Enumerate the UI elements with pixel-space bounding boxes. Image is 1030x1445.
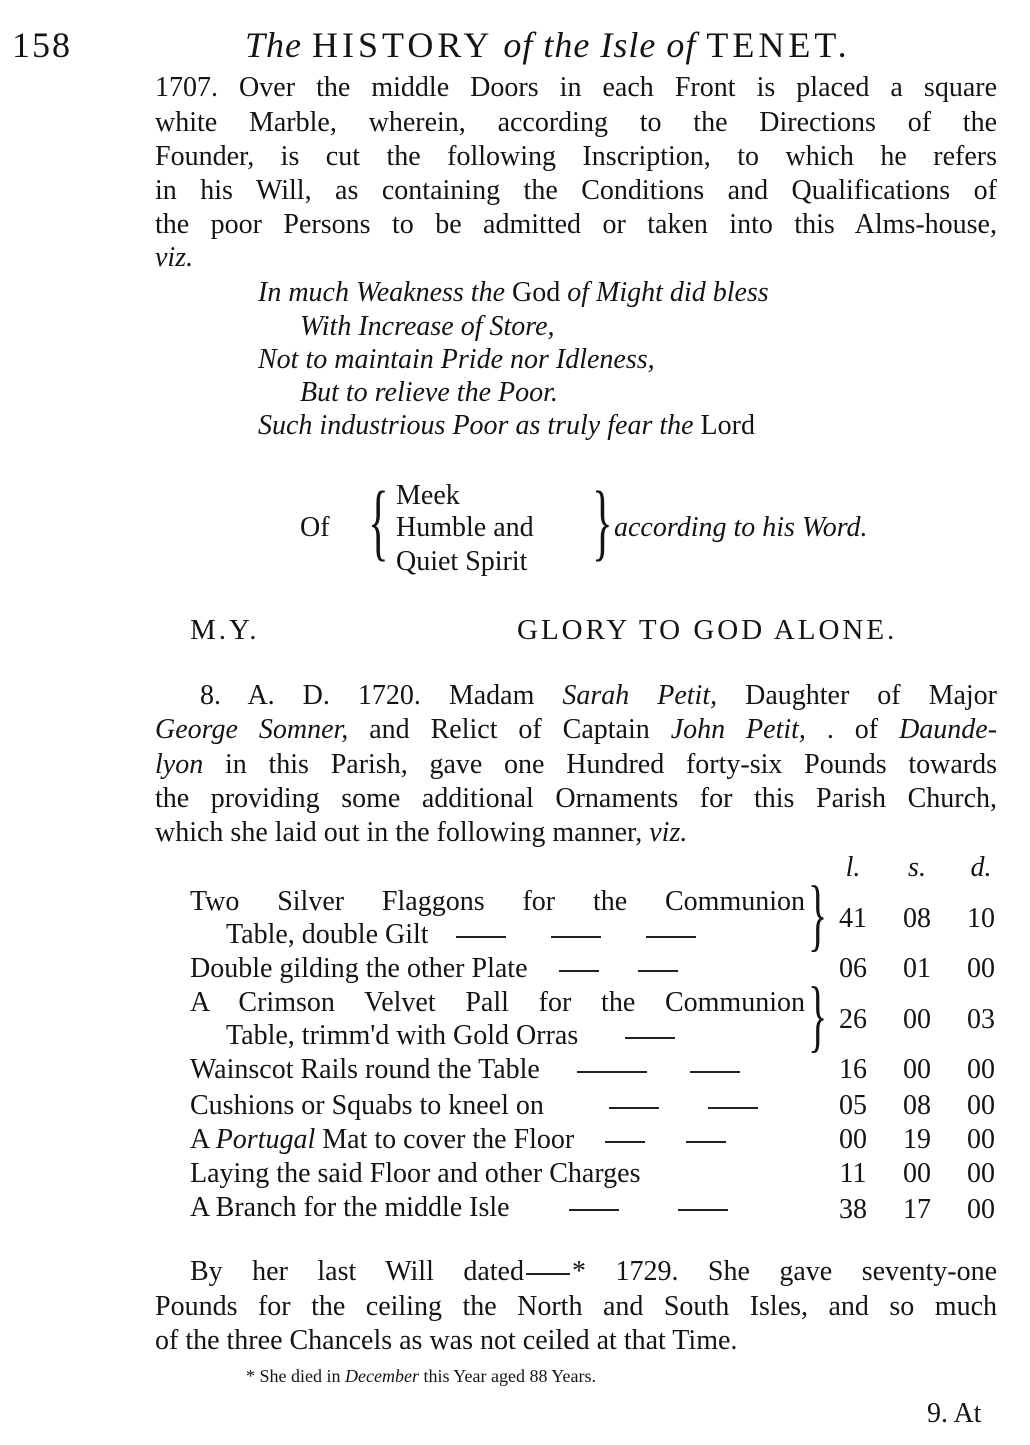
running-head-tenet: TENET.: [706, 25, 851, 65]
paragraph-1-line: 1707. Over the middle Doors in each Front is placed a square: [155, 72, 997, 103]
person-name: John Petit,: [670, 714, 806, 745]
person-name: George Somner,: [155, 714, 349, 745]
leader-dash: [456, 936, 506, 938]
verse-line: But to relieve the Poor.: [300, 377, 558, 408]
verse-text-roman: God: [512, 277, 561, 308]
paragraph-2-line: [200, 680, 997, 712]
left-brace: {: [368, 473, 389, 569]
footnote-text: this Year aged 88 Years.: [423, 1366, 596, 1386]
amount-pounds: 00: [839, 1124, 867, 1155]
verse-line: [258, 276, 769, 309]
amount-pounds: 06: [839, 953, 867, 984]
ledger-item-text: Double gilding the other Plate: [190, 953, 528, 984]
person-name: Sarah Petit,: [562, 680, 718, 711]
paragraph-2-text: 8. A. D. 1720. Madam: [200, 680, 535, 711]
leader-dash: [646, 936, 696, 938]
leader-dash: [551, 936, 601, 938]
ledger-item-label: [190, 1054, 740, 1086]
paragraph-1-line: white Marble, wherein, according to the Directions of the: [155, 107, 997, 138]
verse-line: [258, 409, 755, 442]
place-name: lyon: [155, 749, 204, 780]
running-head: [245, 24, 851, 66]
ledger-item-label: [190, 1090, 758, 1122]
ledger-item-label: Laying the said Floor and other Charges: [190, 1158, 641, 1189]
amount-shillings: 08: [903, 903, 931, 934]
catchword: 9. At: [927, 1398, 982, 1429]
ledger-item-label: Two Silver Flaggons for the Communion: [190, 886, 805, 917]
paragraph-3-line: [190, 1256, 997, 1288]
ledger-item-label: [226, 919, 696, 951]
paragraph-2-line: the providing some additional Ornaments for this Parish Church,: [155, 783, 997, 814]
ledger-item-text: Table, double Gilt: [226, 919, 429, 950]
verse-text-roman: Lord: [700, 410, 755, 441]
amount-pence: 00: [967, 1124, 995, 1155]
right-brace: }: [592, 473, 613, 569]
column-header-shillings: s.: [908, 852, 926, 883]
leader-dash: [678, 1209, 728, 1211]
amount-shillings: 08: [903, 1090, 931, 1121]
verse-text: In much Weakness the: [258, 277, 506, 308]
motto-text: GLORY TO GOD ALONE.: [517, 614, 898, 646]
ledger-item-text: A Branch for the middle Isle: [190, 1192, 510, 1223]
ledger-item-text: Mat to cover the Floor: [322, 1124, 575, 1155]
brace-item: Quiet Spirit: [396, 546, 528, 577]
ledger-item-text: Table, trimm'd with Gold Orras: [226, 1020, 579, 1051]
ledger-item-label: [190, 1192, 728, 1224]
amount-shillings: 00: [903, 1054, 931, 1085]
paragraph-2-text: and Relict of Captain: [369, 714, 650, 745]
verse-text: Such industrious Poor as truly fear the: [258, 410, 694, 441]
running-head-the2: the: [543, 25, 591, 65]
page-number: 158: [12, 25, 72, 65]
paragraph-2-line: [155, 749, 997, 781]
place-name: Daunde-: [899, 714, 998, 745]
footnote: [246, 1366, 596, 1387]
running-head-of: of: [503, 25, 534, 65]
paragraph-3-text: By her last Will dated: [190, 1256, 524, 1287]
amount-pence: 00: [967, 1090, 995, 1121]
right-brace: }: [808, 972, 828, 1060]
amount-pounds: 41: [839, 903, 867, 934]
place-name: Portugal: [215, 1124, 316, 1155]
verse-line: With Increase of Store,: [300, 311, 555, 342]
brace-tail: according to his Word.: [614, 512, 868, 543]
leader-dash: [609, 1107, 659, 1109]
amount-shillings: 19: [903, 1124, 931, 1155]
paragraph-3-text: * 1729. She gave seventy-one: [571, 1256, 997, 1287]
amount-pounds: 16: [839, 1054, 867, 1085]
amount-pence: 00: [967, 1054, 995, 1085]
leader-dash: [577, 1071, 647, 1073]
paragraph-2-line: [155, 714, 997, 746]
paragraph-1-viz: viz.: [155, 242, 194, 273]
ledger-item-text: Cushions or Squabs to kneel on: [190, 1090, 544, 1121]
brace-of: Of: [300, 512, 330, 543]
amount-pence: 03: [967, 1004, 995, 1035]
leader-dash: [559, 970, 599, 972]
motto-initials: M.Y.: [190, 614, 260, 646]
amount-pounds: 05: [839, 1090, 867, 1121]
footnote-month: December: [345, 1366, 419, 1386]
column-header-pounds: l.: [845, 852, 861, 883]
brace-item: Meek: [396, 480, 460, 511]
amount-pence: 00: [967, 1194, 995, 1225]
paragraph-3-line: Pounds for the ceiling the North and South Isles, and so much: [155, 1291, 997, 1322]
leader-dash: [569, 1209, 619, 1211]
paragraph-2-line: [155, 817, 687, 849]
leader-dash: [625, 1037, 675, 1039]
paragraph-2-text: Daughter of Major: [745, 680, 997, 711]
leader-dash: [708, 1107, 758, 1109]
amount-shillings: 01: [903, 953, 931, 984]
amount-pounds: 11: [839, 1158, 867, 1189]
ledger-item-label: [226, 1020, 675, 1052]
leader-dash: [638, 970, 678, 972]
leader-dash: [686, 1141, 726, 1143]
amount-shillings: 00: [903, 1158, 931, 1189]
amount-pence: 10: [967, 903, 995, 934]
leader-dash: [690, 1071, 740, 1073]
amount-pence: 00: [967, 953, 995, 984]
ledger-item-label: A Crimson Velvet Pall for the Communion: [190, 987, 805, 1018]
amount-pence: 00: [967, 1158, 995, 1189]
running-head-of2: of: [666, 25, 697, 65]
ledger-item-label: [190, 1124, 726, 1156]
footnote-text: * She died in: [246, 1366, 341, 1386]
amount-pounds: 38: [839, 1194, 867, 1225]
paragraph-1-line: in his Will, as containing the Conditions and Qualifications of: [155, 175, 997, 206]
ledger-item-text: Wainscot Rails round the Table: [190, 1054, 540, 1085]
running-head-history: HISTORY: [312, 25, 494, 65]
amount-shillings: 17: [903, 1194, 931, 1225]
running-head-isle: Isle: [600, 25, 657, 65]
verse-text: of Might did bless: [567, 277, 769, 308]
running-head-the: The: [245, 25, 302, 65]
right-brace: }: [808, 871, 828, 959]
paragraph-3-line: of the three Chancels as was not ceiled at that Time.: [155, 1325, 738, 1356]
paragraph-2-viz: viz.: [649, 817, 688, 848]
blank-date-dash: [526, 1273, 570, 1275]
amount-pounds: 26: [839, 1004, 867, 1035]
amount-shillings: 00: [903, 1004, 931, 1035]
ledger-item-text: A: [190, 1124, 209, 1155]
verse-line: Not to maintain Pride nor Idleness,: [258, 344, 655, 375]
leader-dash: [605, 1141, 645, 1143]
paragraph-2-text: which she laid out in the following manner,: [155, 817, 643, 848]
paragraph-2-text: . of: [826, 714, 879, 745]
paragraph-2-text: in this Parish, gave one Hundred forty-six Pounds towards: [224, 749, 997, 780]
paragraph-1-line: the poor Persons to be admitted or taken into this Alms-house,: [155, 209, 997, 240]
column-header-pence: d.: [970, 852, 992, 883]
brace-item: Humble and: [396, 512, 534, 543]
ledger-item-label: [190, 953, 678, 985]
paragraph-1-line: Founder, is cut the following Inscription, to which he refers: [155, 141, 997, 172]
